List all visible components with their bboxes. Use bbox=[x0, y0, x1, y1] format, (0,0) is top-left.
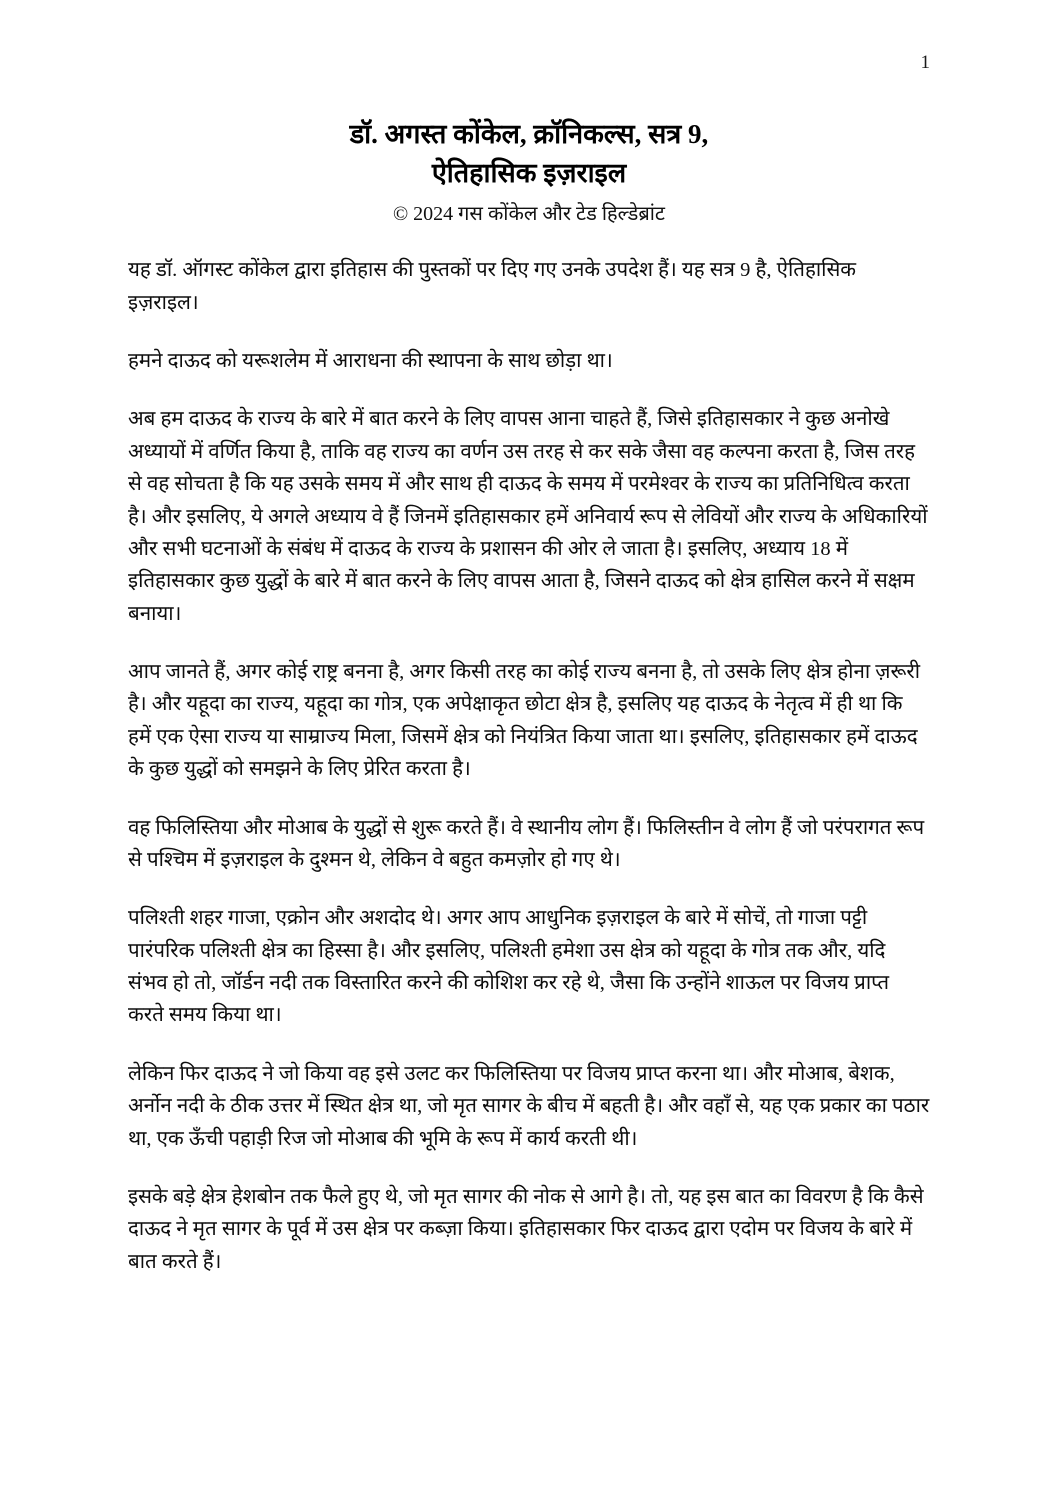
copyright-line: © 2024 गस कोंकेल और टेड हिल्डेब्रांट bbox=[392, 203, 666, 226]
paragraph: आप जानते हैं, अगर कोई राष्ट्र बनना है, अगर किसी तरह का कोई राज्य बनना है, तो उसके लिए क्षेत्र होना ज़रूरी है। और यहूदा का राज्य, यहूदा का गोत्र, एक अपेक्षाकृत छोटा क्षेत्र है, इसलिए यह दाऊद के नेतृत्व में ही था कि हमें एक ऐसा राज्य या साम्राज्य मिला, जिसमें क्षेत्र को नियंत्रित किया जाता था। इसलिए, इतिहासकार हमें दाऊद के कुछ युद्धों को समझने के लिए प्रेरित करता है। bbox=[128, 661, 921, 781]
paragraph: लेकिन फिर दाऊद ने जो किया वह इसे उलट कर फिलिस्तिया पर विजय प्राप्त करना था। और मोआब, बेशक, अर्नोन नदी के ठीक उत्तर में स्थित क्षेत्र था, जो मृत सागर के बीच में बहती है। और वहाँ से, यह एक प्रकार का पठार था, एक ऊँची पहाड़ी रिज जो मोआब की भूमि के रूप में कार्य करती थी। bbox=[128, 1062, 930, 1150]
paragraph: यह डॉ. ऑगस्ट कोंकेल द्वारा इतिहास की पुस्तकों पर दिए गए उनके उपदेश हैं। यह सत्र 9 है, ऐतिहासिक इज़राइल। bbox=[128, 259, 857, 314]
paragraph: अब हम दाऊद के राज्य के बारे में बात करने के लिए वापस आना चाहते हैं, जिसे इतिहासकार ने कुछ अनोखे अध्यायों में वर्णित किया है, ताकि वह राज्य का वर्णन उस तरह से कर सके जैसा वह कल्पना करता है, जिस तरह से वह सोचता है कि यह उसके समय में और साथ ही दाऊद के समय में परमेश्वर के राज्य का प्रतिनिधित्व करता है। और इसलिए, ये अगले अध्याय वे हैं जिनमें इतिहासकार हमें अनिवार्य रूप से लेवियों और राज्य के अधिकारियों और सभी घटनाओं के संबंध में दाऊद के राज्य के प्रशासन की ओर ले जाता है। इसलिए, अध्याय 18 में इतिहासकार कुछ युद्धों के बारे में बात करने के लिए वापस आता है, जिसने दाऊद को क्षेत्र हासिल करने में सक्षम बनाया। bbox=[128, 408, 928, 625]
document-title bbox=[128, 115, 930, 193]
paragraph: पलिश्ती शहर गाजा, एक्रोन और अशदोद थे। अगर आप आधुनिक इज़राइल के बारे में सोचें, तो गाजा पट्टी पारंपरिक पलिश्ती क्षेत्र का हिस्सा है। और इसलिए, पलिश्ती हमेशा उस क्षेत्र को यहूदा के गोत्र तक और, यदि संभव हो तो, जॉर्डन नदी तक विस्तारित करने की कोशिश कर रहे थे, जैसा कि उन्होंने शाऊल पर विजय प्राप्त करते समय किया था। bbox=[128, 907, 890, 1027]
title-line-1: डॉ. अगस्त कोंकेल, क्रॉनिकल्स, सत्र 9, bbox=[349, 119, 709, 149]
paragraph: हमने दाऊद को यरूशलेम में आराधना की स्थापना के साथ छोड़ा था। bbox=[128, 350, 613, 373]
paragraph: इसके बड़े क्षेत्र हेशबोन तक फैले हुए थे, जो मृत सागर की नोक से आगे है। तो, यह इस बात का विवरण है कि कैसे दाऊद ने मृत सागर के पूर्व में उस क्षेत्र पर कब्ज़ा किया। इतिहासकार फिर दाऊद द्वारा एदोम पर विजय के बारे में बात करते हैं। bbox=[128, 1185, 924, 1273]
page-number: 1 bbox=[920, 52, 930, 73]
paragraph: वह फिलिस्तिया और मोआब के युद्धों से शुरू करते हैं। वे स्थानीय लोग हैं। फिलिस्तीन वे लोग हैं जो परंपरागत रूप से पश्चिम में इज़राइल के दुश्मन थे, लेकिन वे बहुत कमज़ोर हो गए थे। bbox=[128, 816, 925, 871]
title-line-2: ऐतिहासिक इज़राइल bbox=[431, 158, 627, 189]
document-body bbox=[128, 254, 930, 1278]
